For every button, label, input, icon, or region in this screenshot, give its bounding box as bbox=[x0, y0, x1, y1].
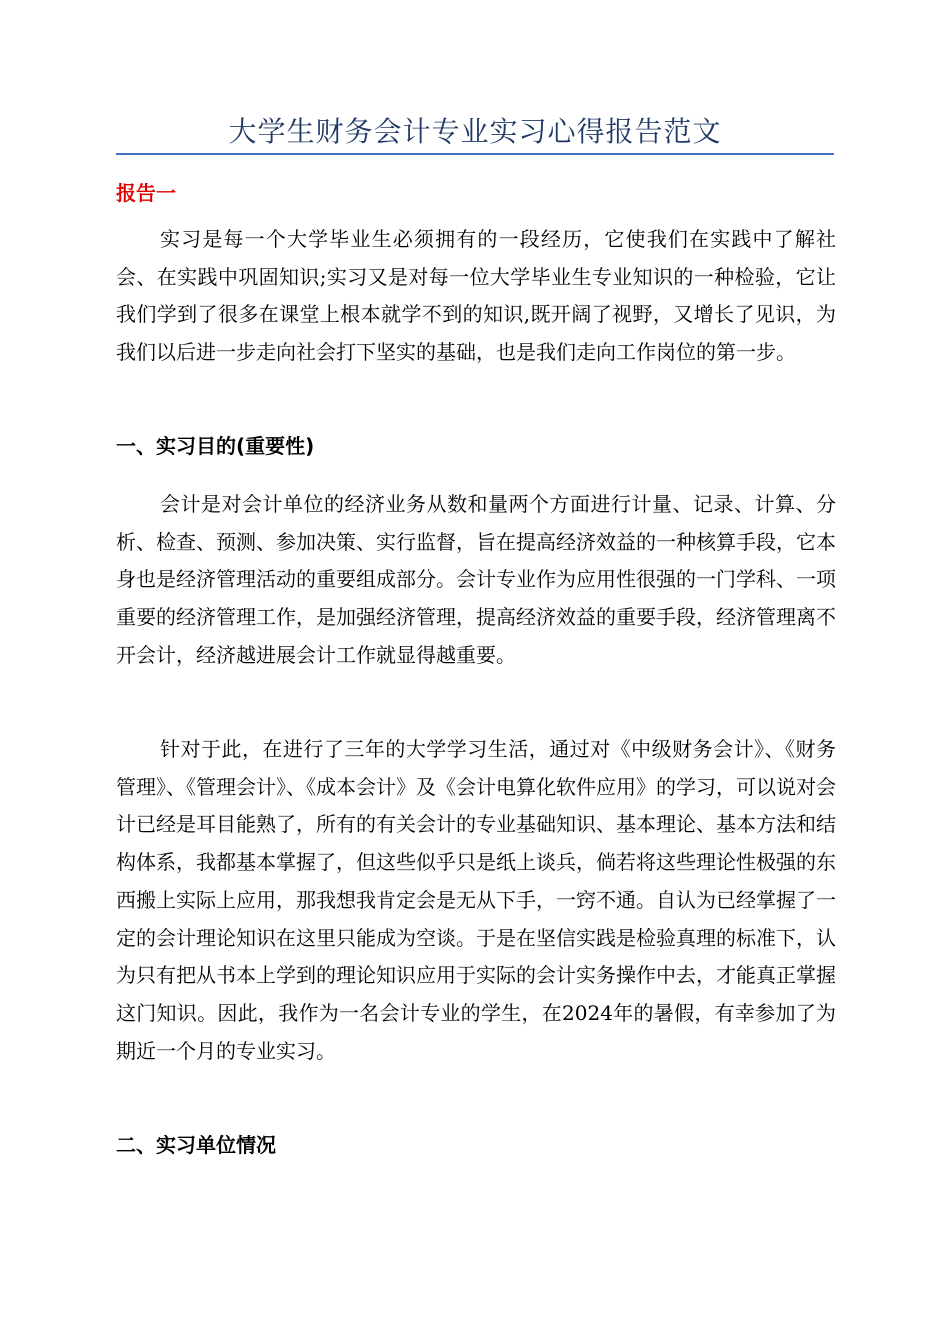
report-label: 报告一 bbox=[116, 181, 176, 205]
document-title: 大学生财务会计专业实习心得报告范文 bbox=[228, 115, 722, 148]
purpose-paragraph-2: 针对于此，在进行了三年的大学学习生活，通过对《中级财务会计》、《财务管理》、《管理会计》、《成本会计》及《会计电算化软件应用》的学习，可以说对会计已经是耳目能熟了，所有的有关会计的专业基础知识、基本理论、基本方法和结构体系，我都基本掌握了，但这些似乎只是纸上谈兵，倘若将这些理论性极强的东西搬上实际上应用，那我想我肯定会是无从下手，一窍不通。自认为已经掌握了一定的会计理论知识在这里只能成为空谈。于是在坚信实践是检验真理的标准下，认为只有把从书本上学到的理论知识应用于实际的会计实务操作中去，才能真正掌握这门知识。因此，我作为一名会计专业的学生，在2024年的暑假，有幸参加了为期近一个月的专业实习。 bbox=[116, 737, 836, 1063]
purpose-paragraph-1: 会计是对会计单位的经济业务从数和量两个方面进行计量、记录、计算、分析、检查、预测、参加决策、实行监督，旨在提高经济效益的一种核算手段，它本身也是经济管理活动的重要组成部分。会计专业作为应用性很强的一门学科、一项重要的经济管理工作，是加强经济管理，提高经济效益的重要手段，经济管理离不开会计，经济越进展会计工作就显得越重要。 bbox=[116, 492, 836, 667]
intro-paragraph: 实习是每一个大学毕业生必须拥有的一段经历，它使我们在实践中了解社会、在实践中巩固知识;实习又是对每一位大学毕业生专业知识的一种检验，它让我们学到了很多在课堂上根本就学不到的知识,既开阔了视野，又增长了见识，为我们以后进一步走向社会打下坚实的基础，也是我们走向工作岗位的第一步。 bbox=[116, 227, 836, 365]
title-underline bbox=[116, 153, 834, 155]
section-heading-purpose: 一、实习目的(重要性) bbox=[116, 434, 315, 458]
section-heading-unit: 二、实习单位情况 bbox=[116, 1133, 276, 1157]
